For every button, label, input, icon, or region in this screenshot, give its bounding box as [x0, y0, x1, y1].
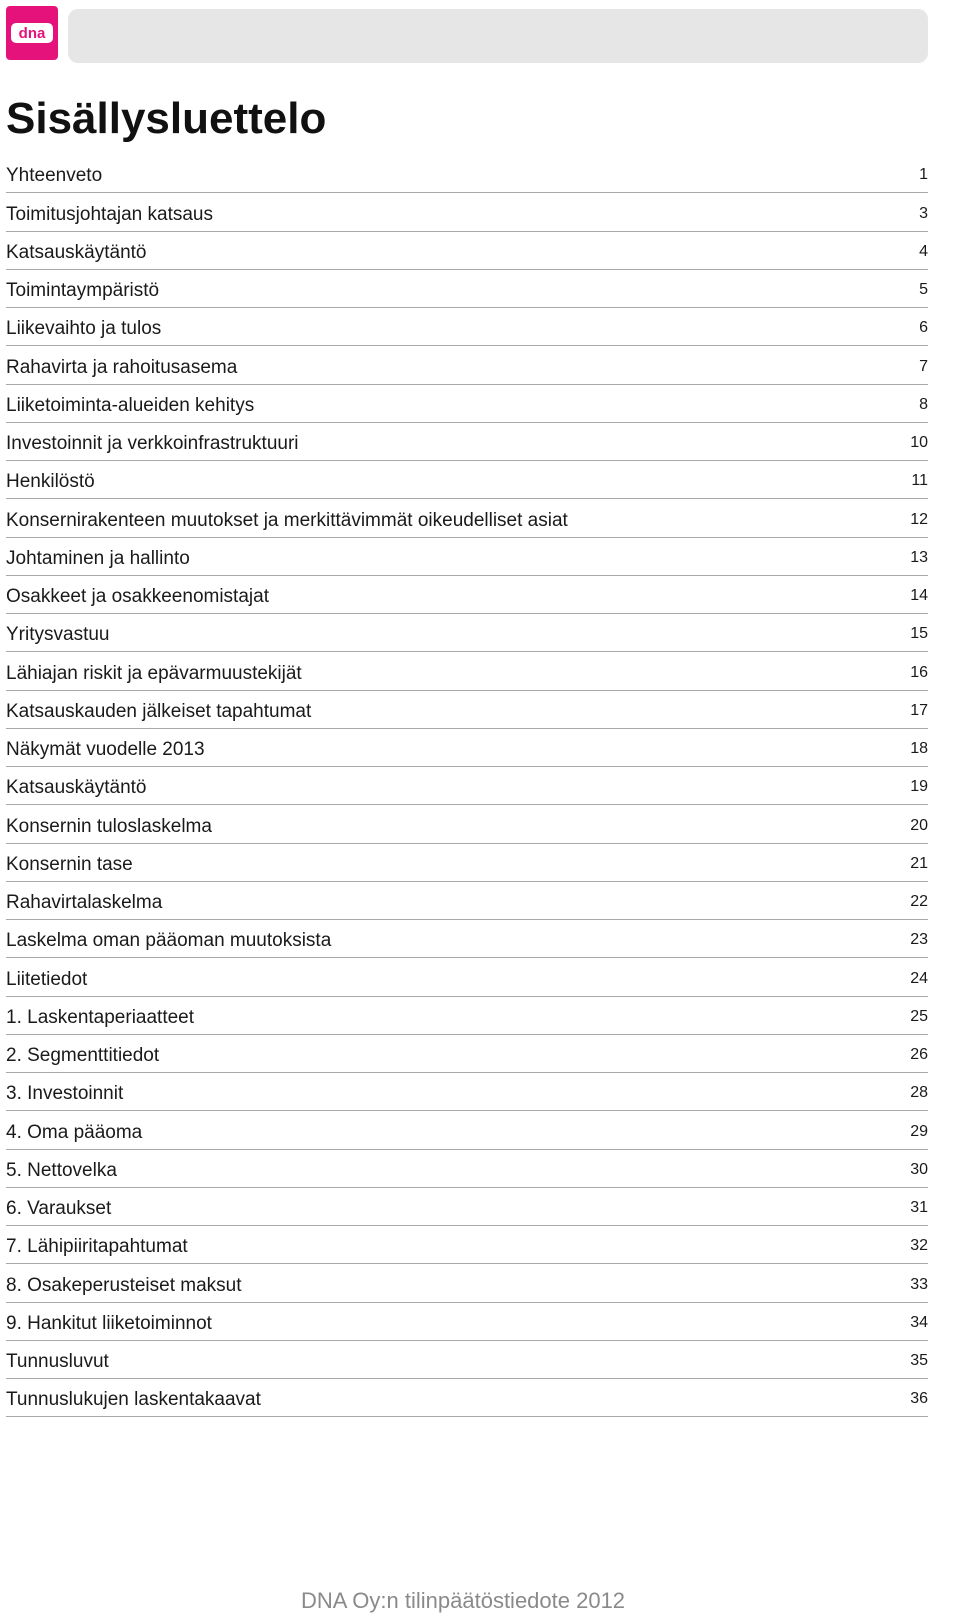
toc-entry-label: Tunnusluvut — [6, 1351, 109, 1372]
toc-entry-page-number: 20 — [910, 816, 928, 834]
toc-entry[interactable] — [6, 155, 928, 193]
toc-entry[interactable] — [6, 729, 928, 767]
toc-entry-page-number: 26 — [910, 1046, 928, 1063]
toc-entry-page-number: 14 — [910, 587, 928, 604]
toc-entry-label: Näkymät vuodelle 2013 — [6, 739, 205, 760]
page-title: Sisällysluettelo — [6, 94, 327, 143]
toc-entry-label: Yhteenveto — [6, 165, 103, 187]
header-bar — [68, 9, 928, 63]
toc-entry-label: Konsernin tuloslaskelma — [6, 815, 212, 837]
toc-entry-label: Liiketoiminta-alueiden kehitys — [6, 394, 255, 416]
toc-entry[interactable] — [6, 1303, 928, 1341]
toc-entry-page-number: 16 — [910, 663, 928, 681]
toc-entry-label: Katsauskauden jälkeiset tapahtumat — [6, 700, 312, 722]
toc-entry-page-number: 12 — [910, 510, 928, 528]
toc-entry-label: Katsauskäytäntö — [6, 241, 147, 263]
toc-entry-label: 3. Investoinnit — [6, 1083, 124, 1105]
toc-entry[interactable] — [6, 1264, 928, 1302]
toc-entry-page-number: 6 — [919, 319, 928, 337]
toc-entry-page-number: 1 — [919, 166, 928, 184]
toc-entry-label: Liitetiedot — [6, 968, 88, 990]
toc-entry[interactable] — [6, 232, 928, 270]
toc-entry-label: Toimitusjohtajan katsaus — [6, 203, 213, 225]
toc-entry-label: Katsauskäytäntö — [6, 777, 147, 799]
toc-entry[interactable] — [6, 308, 928, 346]
toc-entry-page-number: 35 — [910, 1352, 928, 1369]
toc-entry-label: 4. Oma pääoma — [6, 1121, 143, 1143]
toc-entry-label: Laskelma oman pääoman muutoksista — [6, 930, 332, 952]
toc-entry[interactable] — [6, 346, 928, 384]
toc-entry-label: Osakkeet ja osakkeenomistajat — [6, 586, 269, 607]
toc-entry-label: Tunnuslukujen laskentakaavat — [6, 1389, 261, 1411]
toc-entry[interactable] — [6, 805, 928, 843]
toc-entry[interactable] — [6, 385, 928, 423]
toc-entry-label: 1. Laskentaperiaatteet — [6, 1006, 195, 1028]
toc-entry[interactable] — [6, 499, 928, 537]
toc-entry-page-number: 33 — [910, 1275, 928, 1293]
toc-entry-page-number: 5 — [919, 281, 928, 298]
toc-entry-label: 5. Nettovelka — [6, 1159, 117, 1181]
dna-logo-mark — [10, 21, 54, 45]
toc-entry-label: Liikevaihto ja tulos — [6, 318, 162, 340]
toc-entry-label: 6. Varaukset — [6, 1198, 112, 1219]
toc-entry-page-number: 21 — [910, 854, 928, 872]
toc-entry-page-number: 31 — [910, 1199, 928, 1216]
toc-entry-page-number: 28 — [910, 1084, 928, 1102]
toc-entry[interactable] — [6, 691, 928, 729]
toc-entry-page-number: 17 — [910, 701, 928, 719]
toc-entry-page-number: 30 — [910, 1160, 928, 1178]
toc-entry-label: 9. Hankitut liiketoiminnot — [6, 1312, 212, 1334]
toc-entry-page-number: 29 — [910, 1122, 928, 1140]
toc-entry[interactable] — [6, 1341, 928, 1379]
toc-entry-page-number: 15 — [910, 625, 928, 643]
toc-entry[interactable] — [6, 1073, 928, 1111]
toc-entry[interactable] — [6, 844, 928, 882]
toc-entry-page-number: 19 — [910, 778, 928, 796]
toc-entry-label: 7. Lähipiiritapahtumat — [6, 1236, 188, 1258]
table-of-contents — [6, 155, 928, 1417]
toc-entry-label: Lähiajan riskit ja epävarmuustekijät — [6, 662, 302, 684]
toc-entry-page-number: 18 — [910, 740, 928, 757]
toc-entry-label: Toimintaympäristö — [6, 280, 160, 301]
toc-entry-page-number: 32 — [910, 1237, 928, 1255]
page-header — [6, 6, 928, 62]
toc-entry-page-number: 10 — [910, 434, 928, 451]
toc-entry-label: Rahavirtalaskelma — [6, 892, 163, 913]
toc-entry[interactable] — [6, 461, 928, 499]
toc-entry[interactable] — [6, 1111, 928, 1149]
toc-entry[interactable] — [6, 1035, 928, 1073]
logo-text: dna — [18, 25, 46, 42]
toc-entry[interactable] — [6, 1226, 928, 1264]
toc-entry-page-number: 34 — [910, 1313, 928, 1331]
toc-entry-label: Rahavirta ja rahoitusasema — [6, 356, 238, 378]
toc-entry[interactable] — [6, 920, 928, 958]
toc-entry[interactable] — [6, 538, 928, 576]
toc-entry-page-number: 7 — [919, 357, 928, 375]
dna-logo — [6, 6, 58, 60]
toc-entry[interactable] — [6, 882, 928, 920]
toc-entry-label: Konsernin tase — [6, 853, 133, 875]
toc-entry-label: Henkilöstö — [6, 471, 95, 493]
toc-entry-page-number: 36 — [910, 1390, 928, 1408]
toc-entry[interactable] — [6, 652, 928, 690]
toc-entry[interactable] — [6, 1379, 928, 1417]
toc-entry-page-number: 22 — [910, 893, 928, 910]
toc-entry[interactable] — [6, 576, 928, 614]
toc-entry-page-number: 24 — [910, 969, 928, 987]
toc-entry[interactable] — [6, 614, 928, 652]
toc-entry-page-number: 4 — [919, 242, 928, 260]
toc-entry-label: Konsernirakenteen muutokset ja merkittävimmät oikeudelliset asiat — [6, 509, 568, 531]
toc-entry-page-number: 23 — [910, 931, 928, 949]
toc-entry-label: 8. Osakeperusteiset maksut — [6, 1274, 242, 1296]
toc-entry-label: Yritysvastuu — [6, 624, 110, 646]
toc-entry[interactable] — [6, 423, 928, 461]
toc-entry-label: 2. Segmenttitiedot — [6, 1045, 160, 1066]
toc-entry-page-number: 8 — [919, 395, 928, 413]
toc-entry[interactable] — [6, 958, 928, 996]
toc-entry[interactable] — [6, 767, 928, 805]
toc-entry[interactable] — [6, 1188, 928, 1226]
toc-entry-page-number: 13 — [910, 548, 928, 566]
toc-entry-page-number: 11 — [911, 472, 928, 490]
toc-entry-page-number: 25 — [910, 1007, 928, 1025]
toc-entry[interactable] — [6, 1150, 928, 1188]
toc-entry[interactable] — [6, 270, 928, 308]
page-footer: DNA Oy:n tilinpäätöstiedote 2012 — [300, 1588, 626, 1613]
toc-entry[interactable] — [6, 193, 928, 231]
toc-entry[interactable] — [6, 997, 928, 1035]
toc-entry-label: Investoinnit ja verkkoinfrastruktuuri — [6, 433, 299, 454]
toc-entry-page-number: 3 — [919, 204, 928, 222]
toc-entry-label: Johtaminen ja hallinto — [6, 547, 190, 569]
